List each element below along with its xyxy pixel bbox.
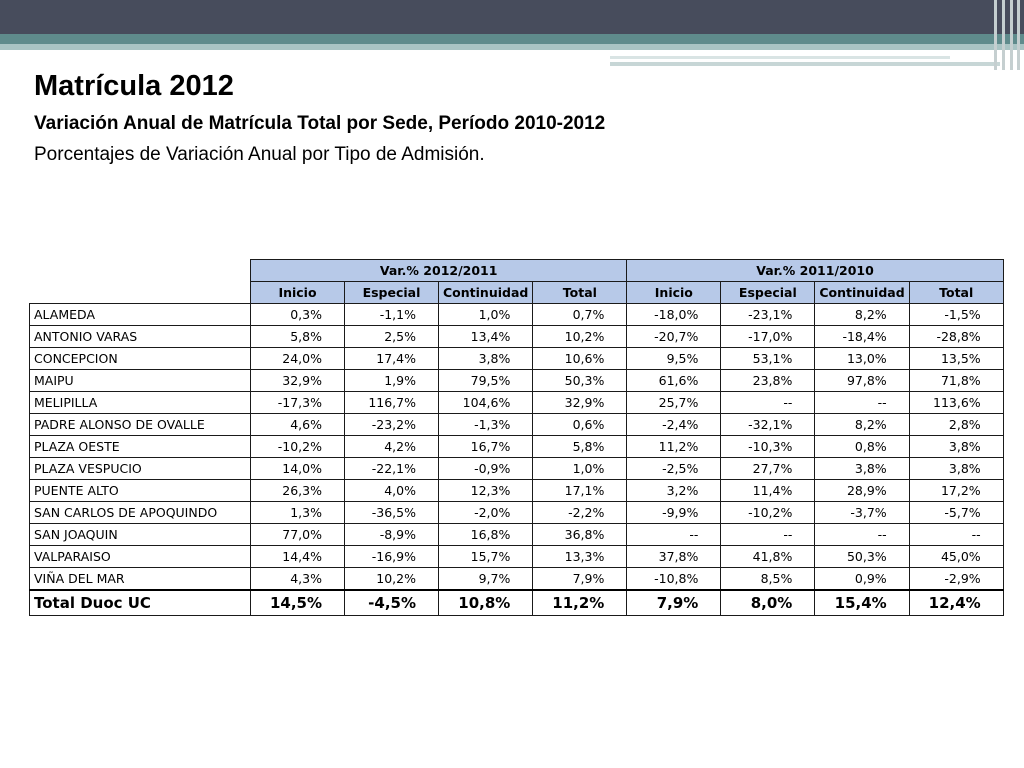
value-cell: 23,8% [721, 370, 815, 392]
value-cell: 3,8% [439, 348, 533, 370]
value-cell: 28,9% [815, 480, 909, 502]
value-cell: 9,5% [627, 348, 721, 370]
campus-name: PADRE ALONSO DE OVALLE [30, 414, 251, 436]
value-cell: -- [721, 392, 815, 414]
value-cell: 3,8% [909, 436, 1003, 458]
table-row [30, 304, 1004, 326]
value-cell: 4,0% [345, 480, 439, 502]
stripe [1002, 0, 1005, 70]
value-cell: 79,5% [439, 370, 533, 392]
total-label: Total Duoc UC [30, 590, 251, 616]
column-header-row [30, 282, 1004, 304]
slide-title: Matrícula 2012 [34, 70, 234, 102]
value-cell: 2,5% [345, 326, 439, 348]
value-cell: -1,5% [909, 304, 1003, 326]
value-cell: 3,8% [815, 458, 909, 480]
value-cell: 16,8% [439, 524, 533, 546]
value-cell: 14,0% [251, 458, 345, 480]
total-row [30, 590, 1004, 616]
value-cell: -4,5% [345, 590, 439, 616]
value-cell: -0,9% [439, 458, 533, 480]
table-row [30, 370, 1004, 392]
value-cell: 1,9% [345, 370, 439, 392]
campus-name: ALAMEDA [30, 304, 251, 326]
value-cell: 10,2% [345, 568, 439, 591]
table-row [30, 348, 1004, 370]
value-cell: 7,9% [627, 590, 721, 616]
campus-name: PUENTE ALTO [30, 480, 251, 502]
value-cell: 45,0% [909, 546, 1003, 568]
value-cell: 0,6% [533, 414, 627, 436]
value-cell: 12,3% [439, 480, 533, 502]
campus-name: MAIPU [30, 370, 251, 392]
table-row [30, 392, 1004, 414]
value-cell: 3,2% [627, 480, 721, 502]
value-cell: 26,3% [251, 480, 345, 502]
value-cell: -2,9% [909, 568, 1003, 591]
accent-band [0, 34, 1024, 44]
value-cell: 113,6% [909, 392, 1003, 414]
value-cell: 15,7% [439, 546, 533, 568]
value-cell: 116,7% [345, 392, 439, 414]
value-cell: -22,1% [345, 458, 439, 480]
table-body [30, 304, 1004, 616]
value-cell: 0,7% [533, 304, 627, 326]
value-cell: 11,2% [533, 590, 627, 616]
value-cell: 0,8% [815, 436, 909, 458]
value-cell: 8,0% [721, 590, 815, 616]
value-cell: 53,1% [721, 348, 815, 370]
table-row [30, 524, 1004, 546]
value-cell: 17,1% [533, 480, 627, 502]
value-cell: -2,0% [439, 502, 533, 524]
value-cell: -- [815, 392, 909, 414]
value-cell: -- [627, 524, 721, 546]
decorative-line [610, 62, 1000, 66]
value-cell: -2,2% [533, 502, 627, 524]
group-header-2012-2011: Var.% 2012/2011 [251, 260, 627, 282]
campus-name: VIÑA DEL MAR [30, 568, 251, 591]
value-cell: -36,5% [345, 502, 439, 524]
value-cell: 7,9% [533, 568, 627, 591]
enrollment-variation-table [29, 259, 1004, 616]
value-cell: 10,8% [439, 590, 533, 616]
value-cell: -18,4% [815, 326, 909, 348]
column-header: Especial [345, 282, 439, 304]
stripe [994, 0, 997, 70]
table-row [30, 502, 1004, 524]
group-header-row [30, 260, 1004, 282]
campus-name: PLAZA OESTE [30, 436, 251, 458]
value-cell: 14,5% [251, 590, 345, 616]
value-cell: 9,7% [439, 568, 533, 591]
table-row [30, 414, 1004, 436]
value-cell: 13,5% [909, 348, 1003, 370]
value-cell: -32,1% [721, 414, 815, 436]
campus-name: SAN CARLOS DE APOQUINDO [30, 502, 251, 524]
value-cell: 27,7% [721, 458, 815, 480]
column-header: Inicio [627, 282, 721, 304]
table-row [30, 546, 1004, 568]
value-cell: 50,3% [815, 546, 909, 568]
value-cell: 1,3% [251, 502, 345, 524]
value-cell: 10,6% [533, 348, 627, 370]
column-header: Especial [721, 282, 815, 304]
value-cell: 11,2% [627, 436, 721, 458]
value-cell: 8,5% [721, 568, 815, 591]
blank-corner [30, 282, 251, 304]
campus-name: CONCEPCION [30, 348, 251, 370]
value-cell: -18,0% [627, 304, 721, 326]
value-cell: 2,8% [909, 414, 1003, 436]
value-cell: -5,7% [909, 502, 1003, 524]
decorative-line [610, 56, 950, 59]
campus-name: PLAZA VESPUCIO [30, 458, 251, 480]
value-cell: 13,4% [439, 326, 533, 348]
blank-corner [30, 260, 251, 282]
slide-subtitle: Variación Anual de Matrícula Total por Sede, Período 2010-2012 [34, 113, 606, 134]
value-cell: 97,8% [815, 370, 909, 392]
value-cell: 16,7% [439, 436, 533, 458]
slide-description: Porcentajes de Variación Anual por Tipo de Admisión. [34, 144, 485, 165]
value-cell: -10,2% [721, 502, 815, 524]
stripe [1010, 0, 1013, 70]
value-cell: -- [721, 524, 815, 546]
value-cell: 13,3% [533, 546, 627, 568]
value-cell: 1,0% [533, 458, 627, 480]
value-cell: 4,6% [251, 414, 345, 436]
campus-name: SAN JOAQUIN [30, 524, 251, 546]
campus-name: ANTONIO VARAS [30, 326, 251, 348]
value-cell: -10,8% [627, 568, 721, 591]
header-banner [0, 0, 1024, 34]
value-cell: -- [909, 524, 1003, 546]
column-header: Continuidad [439, 282, 533, 304]
value-cell: -10,2% [251, 436, 345, 458]
value-cell: -23,2% [345, 414, 439, 436]
table-row [30, 568, 1004, 591]
value-cell: 5,8% [251, 326, 345, 348]
value-cell: -- [815, 524, 909, 546]
value-cell: -8,9% [345, 524, 439, 546]
value-cell: 37,8% [627, 546, 721, 568]
value-cell: 71,8% [909, 370, 1003, 392]
column-header: Continuidad [815, 282, 909, 304]
decorative-stripes [990, 0, 1024, 70]
value-cell: 4,2% [345, 436, 439, 458]
value-cell: 10,2% [533, 326, 627, 348]
value-cell: -1,1% [345, 304, 439, 326]
value-cell: 11,4% [721, 480, 815, 502]
column-header: Inicio [251, 282, 345, 304]
table-row [30, 436, 1004, 458]
value-cell: 0,3% [251, 304, 345, 326]
table-row [30, 480, 1004, 502]
column-header: Total [533, 282, 627, 304]
value-cell: 24,0% [251, 348, 345, 370]
value-cell: -2,5% [627, 458, 721, 480]
value-cell: 13,0% [815, 348, 909, 370]
value-cell: 77,0% [251, 524, 345, 546]
value-cell: 32,9% [251, 370, 345, 392]
value-cell: 17,4% [345, 348, 439, 370]
value-cell: 32,9% [533, 392, 627, 414]
value-cell: -17,3% [251, 392, 345, 414]
value-cell: 104,6% [439, 392, 533, 414]
value-cell: 1,0% [439, 304, 533, 326]
campus-name: VALPARAISO [30, 546, 251, 568]
value-cell: -3,7% [815, 502, 909, 524]
stripe [1017, 0, 1020, 70]
accent-band-thin [0, 44, 1024, 50]
value-cell: 12,4% [909, 590, 1003, 616]
value-cell: 36,8% [533, 524, 627, 546]
value-cell: 8,2% [815, 304, 909, 326]
value-cell: 41,8% [721, 546, 815, 568]
value-cell: -10,3% [721, 436, 815, 458]
value-cell: -2,4% [627, 414, 721, 436]
table-row [30, 326, 1004, 348]
value-cell: -16,9% [345, 546, 439, 568]
value-cell: 0,9% [815, 568, 909, 591]
value-cell: 8,2% [815, 414, 909, 436]
value-cell: -28,8% [909, 326, 1003, 348]
value-cell: 17,2% [909, 480, 1003, 502]
table-row [30, 458, 1004, 480]
value-cell: 61,6% [627, 370, 721, 392]
value-cell: -17,0% [721, 326, 815, 348]
value-cell: -23,1% [721, 304, 815, 326]
value-cell: 4,3% [251, 568, 345, 591]
value-cell: 25,7% [627, 392, 721, 414]
value-cell: 15,4% [815, 590, 909, 616]
value-cell: 50,3% [533, 370, 627, 392]
value-cell: -9,9% [627, 502, 721, 524]
value-cell: 3,8% [909, 458, 1003, 480]
campus-name: MELIPILLA [30, 392, 251, 414]
value-cell: 5,8% [533, 436, 627, 458]
value-cell: 14,4% [251, 546, 345, 568]
value-cell: -1,3% [439, 414, 533, 436]
column-header: Total [909, 282, 1003, 304]
value-cell: -20,7% [627, 326, 721, 348]
group-header-2011-2010: Var.% 2011/2010 [627, 260, 1003, 282]
